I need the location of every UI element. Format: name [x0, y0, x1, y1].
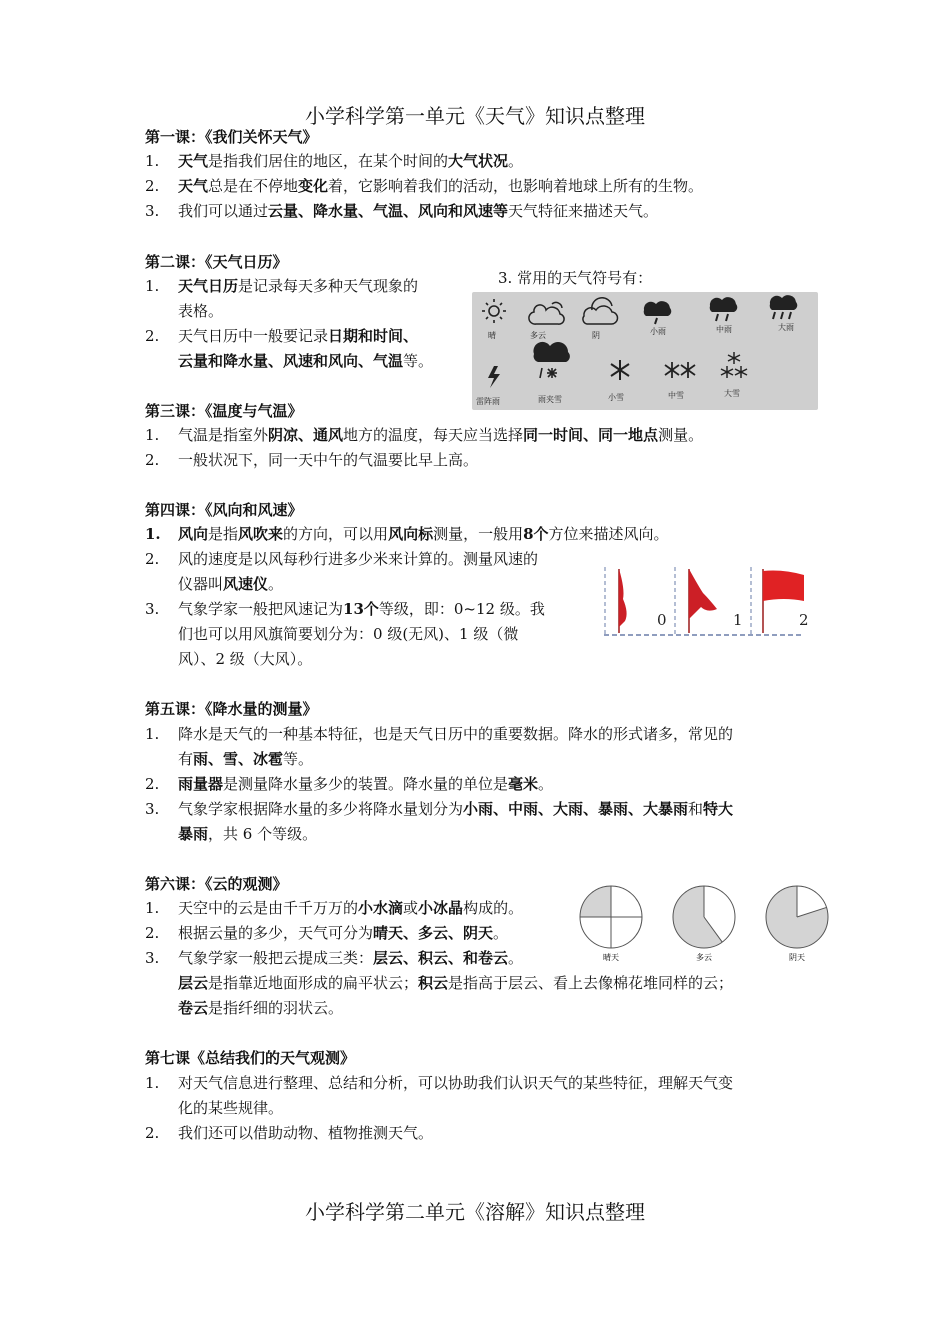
- lesson6-item3-desc2: 卷云是指纤细的羽状云。: [178, 999, 344, 1017]
- lesson4-item2: 风的速度是以风每秒行进多少米来计算的。测量风速的: [178, 550, 539, 568]
- weather-symbols-title: 3. 常用的天气符号有：: [498, 269, 653, 287]
- lesson2-item1: 天气日历是记录每天多种天气现象的: [178, 277, 419, 295]
- list-number: 1.: [145, 725, 160, 743]
- light-wind-flag-icon: [689, 569, 717, 633]
- lesson4-item2-cont: 仪器叫风速仪。: [178, 575, 284, 593]
- lesson5-item3-cont: 暴雨，共 6 个等级。: [178, 825, 318, 843]
- lesson2-heading: 第二课：《天气日历》: [145, 253, 288, 271]
- cloud-cover-pie: [673, 886, 735, 962]
- lesson1-item1: 天气是指我们居住的地区，在某个时间的大气状况。: [178, 152, 524, 170]
- list-number: 2.: [145, 775, 160, 793]
- lesson3-item2: 一般状况下，同一天中午的气温要比早上高。: [178, 451, 479, 469]
- symbol-label: 中雨: [716, 325, 732, 334]
- strong-wind-flag-icon: [763, 569, 804, 633]
- unit2-title: 小学科学第二单元《溶解》知识点整理: [305, 1200, 645, 1224]
- light-rain-icon: [644, 301, 672, 324]
- lesson1-heading: 第一课：《我们关怀天气》: [145, 128, 318, 146]
- flag-level-label: 1: [733, 611, 743, 629]
- pie-label: 阴天: [789, 953, 805, 962]
- lesson6-item1: 天空中的云是由千千万万的小水滴或小冰晶构成的。: [178, 899, 524, 917]
- list-number: 1.: [145, 152, 160, 170]
- heavy-snow-icon: [721, 352, 747, 378]
- moderate-rain-icon: [710, 297, 738, 321]
- thunderstorm-icon: [488, 366, 500, 388]
- symbol-label: 大雨: [778, 323, 794, 332]
- moderate-snow-icon: [665, 362, 695, 378]
- lesson6-item3-desc: 层云是指靠近地面形成的扁平状云；积云是指高于层云、看上去像棉花堆同样的云；: [178, 974, 734, 992]
- pie-label: 晴天: [603, 953, 619, 962]
- lesson7-item1-cont: 化的某些规律。: [178, 1099, 284, 1117]
- lesson4-heading: 第四课：《风向和风速》: [145, 501, 303, 519]
- lesson6-heading: 第六课：《云的观测》: [145, 875, 288, 893]
- list-number: 3.: [145, 202, 160, 220]
- sunny-icon: [482, 299, 506, 323]
- lesson6-item2: 根据云量的多少，天气可分为晴天、多云、阴天。: [178, 924, 509, 942]
- list-number: 2.: [145, 177, 160, 195]
- lesson5-item3: 气象学家根据降水量的多少将降水量划分为小雨、中雨、大雨、暴雨、大暴雨和特大: [178, 800, 734, 818]
- symbol-label: 大雪: [724, 389, 740, 398]
- lesson2-item2-cont: 云量和降水量、风速和风向、气温等。: [178, 352, 434, 370]
- list-number: 1.: [145, 525, 161, 543]
- heavy-rain-icon: [770, 295, 798, 319]
- symbol-label: 晴: [488, 331, 496, 340]
- list-number: 1.: [145, 426, 160, 444]
- light-snow-icon: [611, 360, 629, 380]
- list-number: 3.: [145, 949, 160, 967]
- lesson1-item2: 天气总是在不停地变化着，它影响着我们的活动，也影响着地球上所有的生物。: [178, 177, 704, 195]
- symbol-label: 多云: [530, 331, 546, 340]
- list-number: 3.: [145, 600, 160, 618]
- list-number: 1.: [145, 1074, 160, 1092]
- partly-cloudy-icon: [529, 302, 564, 324]
- list-number: 2.: [145, 451, 160, 469]
- calm-flag-icon: [619, 569, 627, 633]
- lesson1-item3: 我们可以通过云量、降水量、气温、风向和风速等天气特征来描述天气。: [178, 202, 659, 220]
- lesson3-heading: 第三课：《温度与气温》: [145, 402, 303, 420]
- lesson5-item2: 雨量器是测量降水量多少的装置。降水量的单位是毫米。: [178, 775, 554, 793]
- lesson6-item3: 气象学家一般把云提成三类：层云、积云、和卷云。: [178, 949, 524, 967]
- symbol-label: 小雪: [608, 393, 624, 402]
- lesson4-item1: 风向是指风吹来的方向，可以用风向标测量，一般用8个方位来描述风向。: [178, 525, 669, 543]
- symbol-label: 雷阵雨: [476, 397, 500, 406]
- symbol-label: 小雨: [650, 327, 666, 336]
- pie-label: 多云: [696, 953, 712, 962]
- lesson2-item2: 天气日历中一般要记录日期和时间、: [178, 327, 419, 345]
- list-number: 3.: [145, 800, 160, 818]
- lesson7-item1: 对天气信息进行整理、总结和分析，可以协助我们认识天气的某些特征，理解天气变: [178, 1074, 734, 1092]
- list-number: 1.: [145, 899, 160, 917]
- symbol-label: 阴: [592, 331, 600, 340]
- lesson5-item1: 降水是天气的一种基本特征，也是天气日历中的重要数据。降水的形式诸多，常见的: [178, 725, 734, 743]
- lesson7-heading: 第七课《总结我们的天气观测》: [145, 1049, 356, 1067]
- symbol-label: 中雪: [668, 391, 684, 400]
- lesson2-item1-cont: 表格。: [178, 302, 224, 320]
- list-number: 1.: [145, 277, 160, 295]
- lesson5-item1-cont: 有雨、雪、冰雹等。: [178, 750, 314, 768]
- unit1-title: 小学科学第一单元《天气》知识点整理: [305, 104, 645, 128]
- cloud-cover-figure: [576, 882, 836, 966]
- list-number: 2.: [145, 327, 160, 345]
- lesson5-heading: 第五课：《降水量的测量》: [145, 700, 318, 718]
- cloud-wedge: [673, 886, 722, 948]
- list-number: 2.: [145, 550, 160, 568]
- cloud-cover-pie: [766, 886, 828, 962]
- sleet-icon: [533, 342, 569, 378]
- list-number: 2.: [145, 1124, 160, 1142]
- flag-level-label: 0: [657, 611, 667, 629]
- lesson4-item3-cont: 们也可以用风旗简要划分为：0 级(无风)、1 级（微: [178, 625, 519, 643]
- lesson3-item1: 气温是指室外阴凉、通风地方的温度，每天应当选择同一时间、同一地点测量。: [178, 426, 704, 444]
- lesson7-item2: 我们还可以借助动物、植物推测天气。: [178, 1124, 434, 1142]
- list-number: 2.: [145, 924, 160, 942]
- overcast-icon: [583, 298, 618, 324]
- wind-flags-figure: [603, 563, 809, 638]
- cloud-cover-pie: [580, 886, 642, 962]
- lesson4-item3-cont2: 风）、2 级（大风）。: [178, 650, 313, 668]
- weather-symbols-panel: [472, 292, 818, 410]
- lesson4-item3: 气象学家一般把风速记为13个等级，即：0~12 级。我: [178, 600, 545, 618]
- symbol-label: 雨夹雪: [538, 395, 562, 404]
- flag-level-label: 2: [799, 611, 809, 629]
